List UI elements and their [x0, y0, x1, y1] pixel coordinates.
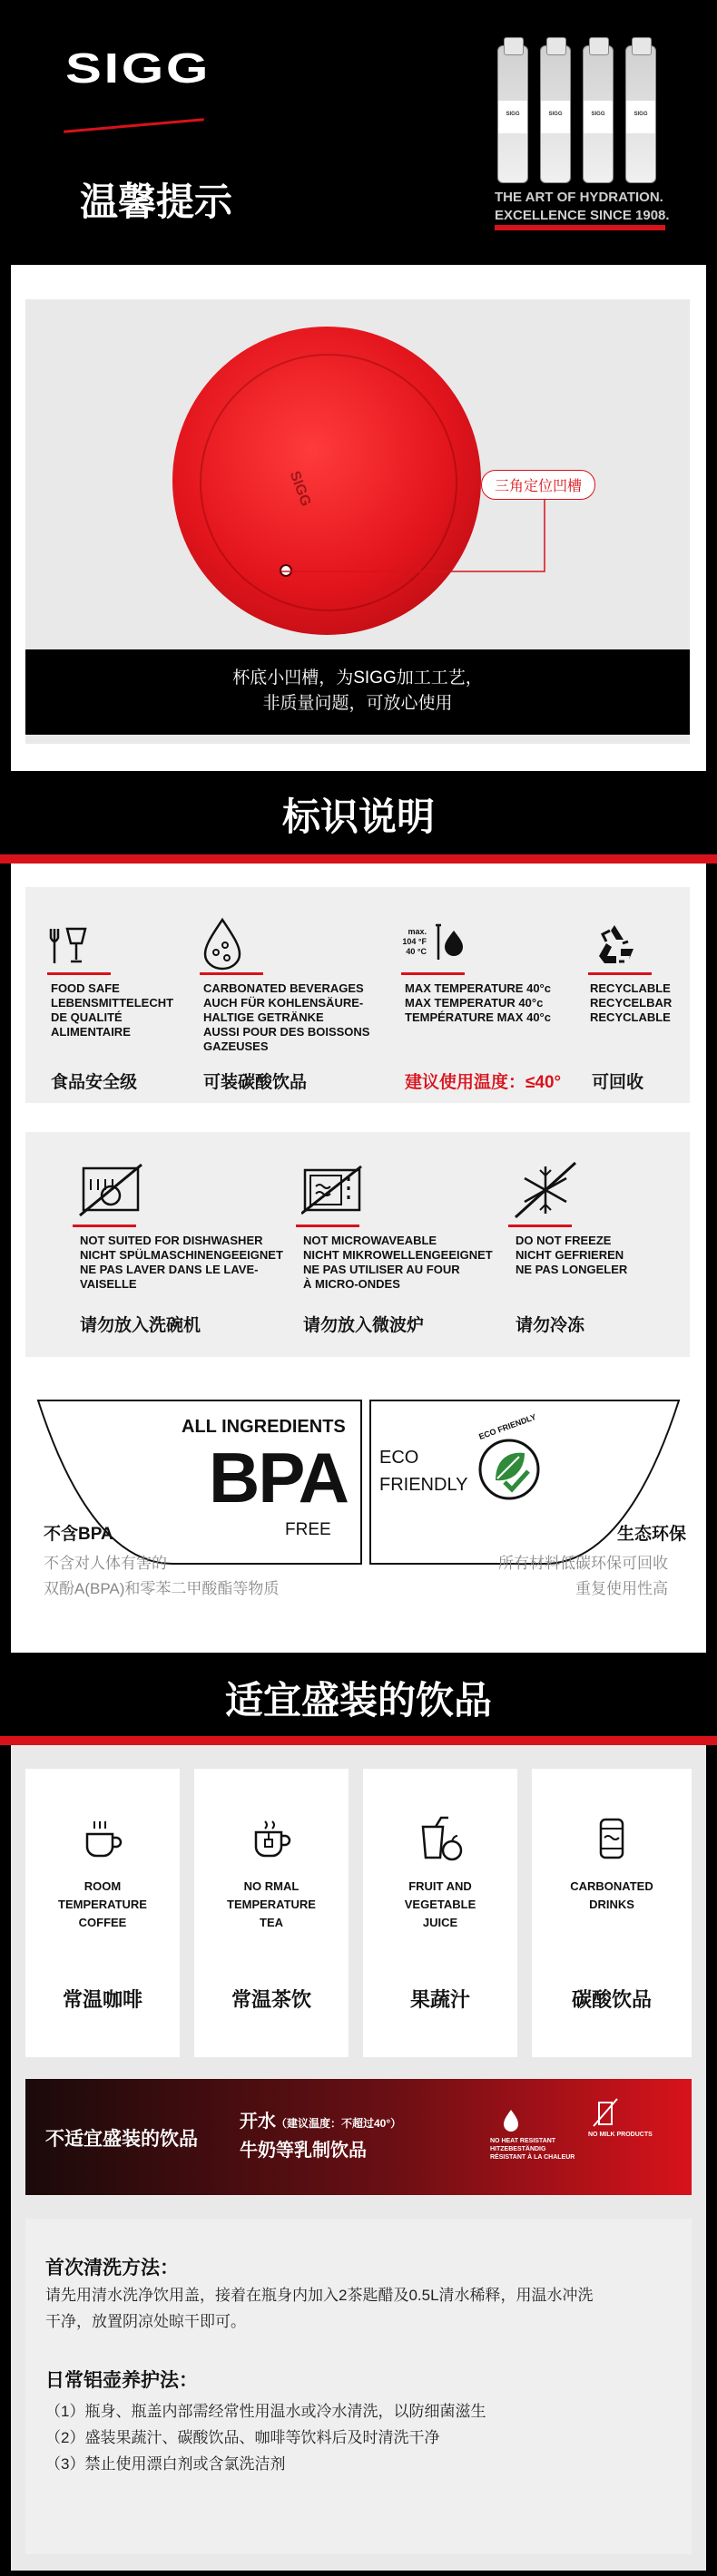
max-temp-text: MAX TEMPERATURE 40°c MAX TEMPERATUR 40°c TEMPÉRATURE MAX 40°c: [405, 981, 551, 1024]
red-underline: [296, 1225, 359, 1227]
no-freeze-icon: [514, 1161, 577, 1219]
red-underline: [73, 1225, 136, 1227]
no-freeze-text: DO NOT FREEZE NICHT GEFRIEREN NE PAS LONGELER: [516, 1234, 628, 1276]
no-microwave-label: 请勿放入微波炉: [303, 1316, 425, 1335]
section-red-band: [0, 1736, 717, 1745]
no-heat-text: NO HEAT RESISTANT HITZEBESTÄNDIG RÉSISTANT À LA CHALEUR: [490, 2138, 575, 2161]
unsuitable-item-1: 开水（建议温度：不超过40°）: [240, 2112, 402, 2132]
no-freeze-label: 请勿冷冻: [516, 1316, 585, 1335]
red-underline: [508, 1225, 572, 1227]
no-microwave-text: NOT MICROWAVEABLE NICHT MIKROWELLENGEEIGNET NE PAS UTILISER AU FOUR À MICRO-ONDES: [303, 1234, 493, 1291]
max-temperature-icon: max. 104 °F 40 °C: [402, 927, 427, 956]
no-dishwasher-label: 请勿放入洗碗机: [80, 1316, 201, 1335]
sigg-logo: SIGG: [65, 44, 211, 92]
food-safe-text: FOOD SAFE LEBENSMITTELECHT DE QUALITÉ ALIMENTAIRE: [51, 981, 174, 1039]
drink-en: FRUIT AND VEGETABLE JUICE: [404, 1879, 476, 1929]
thermo-drop-icon: [430, 918, 467, 969]
notch-caption: 杯底小凹槽，为SIGG加工工艺， 非质量问题，可放心使用: [25, 649, 690, 735]
red-underline: [47, 972, 111, 975]
recycle-icon: [592, 922, 637, 967]
carbonated-text: CARBONATED BEVERAGES AUCH FÜR KOHLENSÄURE- HALTIGE GETRÄNKE AUSSI POUR DES BOISSONS GAZEUSES: [203, 981, 370, 1053]
list-item: （2）盛装果蔬汁、碳酸饮品、咖啡等饮料后及时清洗干净: [45, 2429, 440, 2446]
bpa-big-text: BPA: [209, 1438, 348, 1517]
header-red-line: [64, 118, 204, 132]
eco-badge-text: ECO FRIENDLY: [477, 1411, 537, 1442]
bpa-desc: 不含对人体有害的 双酚A(BPA)和零苯二甲酸酯等物质: [44, 1555, 280, 1597]
red-underline: [588, 972, 652, 975]
no-microwave-icon: [301, 1163, 365, 1217]
tagline: THE ART OF HYDRATION. EXCELLENCE SINCE 1908.: [495, 190, 670, 223]
food-safe-icon: [47, 923, 93, 969]
first-clean-title: 首次清洗方法：: [45, 2258, 179, 2278]
juice-icon: [417, 1816, 465, 1861]
eco-text: ECO FRIENDLY: [379, 1448, 468, 1495]
section-red-band: [0, 854, 717, 864]
no-dishwasher-text: NOT SUITED FOR DISHWASHER NICHT SPÜLMASCHINENGEEIGNET NE PAS LAVER DANS LE LAVE- VAISELLE: [80, 1234, 283, 1291]
eco-desc: 所有材料低碳环保可回收 重复使用性高: [498, 1555, 668, 1597]
section-title-symbols: 标识说明: [281, 795, 435, 838]
list-item: （1）瓶身、瓶盖内部需经常性用温水或冷水清洗，以防细菌滋生: [45, 2403, 486, 2420]
recyclable-label: 可回收: [592, 1073, 644, 1092]
page-title: 温馨提示: [80, 181, 233, 223]
tea-cup-icon: [250, 1818, 294, 1861]
drink-cn: 常温茶饮: [231, 1988, 311, 2011]
daily-care-title: 日常铝壶养护法：: [45, 2370, 198, 2391]
no-milk-text: NO MILK PRODUCTS: [588, 2132, 653, 2138]
bpa-free-text: FREE: [285, 1520, 331, 1539]
unsuitable-item-2: 牛奶等乳制饮品: [240, 2141, 367, 2161]
drink-cn: 常温咖啡: [62, 1988, 142, 2011]
bottle-bottom-image: SIGG: [172, 327, 481, 635]
max-temp-label: 建议使用温度：≤40°: [405, 1073, 562, 1092]
section-title-drinks: 适宜盛装的饮品: [224, 1679, 492, 1722]
food-safe-label: 食品安全级: [51, 1073, 138, 1092]
daily-care-list: [45, 2398, 681, 2477]
drink-cn: 果蔬汁: [409, 1988, 470, 2011]
bpa-all-ingredients: ALL INGREDIENTS: [182, 1417, 346, 1437]
eco-title: 生态环保: [617, 1525, 687, 1544]
list-item: （3）禁止使用漂白剂或含氯洗洁剂: [45, 2455, 286, 2473]
drink-en: NO RMAL TEMPERATURE TEA: [227, 1879, 316, 1929]
no-milk-icon: [592, 2097, 619, 2128]
drink-cn: 碳酸饮品: [571, 1988, 652, 2011]
carbonated-label: 可装碳酸饮品: [203, 1073, 308, 1092]
carbonated-icon: [200, 916, 245, 971]
red-underline: [401, 972, 465, 975]
coffee-cup-icon: [82, 1818, 125, 1861]
first-clean-text: 请先用清水洗净饮用盖，接着在瓶身内加入2茶匙醋及0.5L清水稀释，用温水冲洗 干净，放置阴凉处晾干即可。: [45, 2287, 594, 2330]
recyclable-text: RECYCLABLE RECYCELBAR RECYCLABLE: [590, 981, 673, 1024]
bottle-image: SIGG: [497, 45, 528, 183]
carbonated-can-icon: [594, 1816, 630, 1861]
drink-en: CARBONATED DRINKS: [570, 1879, 653, 1911]
no-heat-icon: [497, 2106, 525, 2133]
bottle-image: SIGG: [540, 45, 571, 183]
bottle-image: SIGG: [625, 45, 656, 183]
notch-callout: 三角定位凹槽: [481, 470, 595, 500]
drink-en: ROOM TEMPERATURE COFFEE: [58, 1879, 147, 1929]
bottle-image: SIGG: [583, 45, 614, 183]
bpa-title: 不含BPA: [44, 1525, 113, 1544]
unsuitable-label: 不适宜盛装的饮品: [45, 2129, 198, 2150]
no-dishwasher-icon: [78, 1161, 145, 1219]
red-underline: [200, 972, 263, 975]
tagline-red-bar: [495, 225, 665, 230]
